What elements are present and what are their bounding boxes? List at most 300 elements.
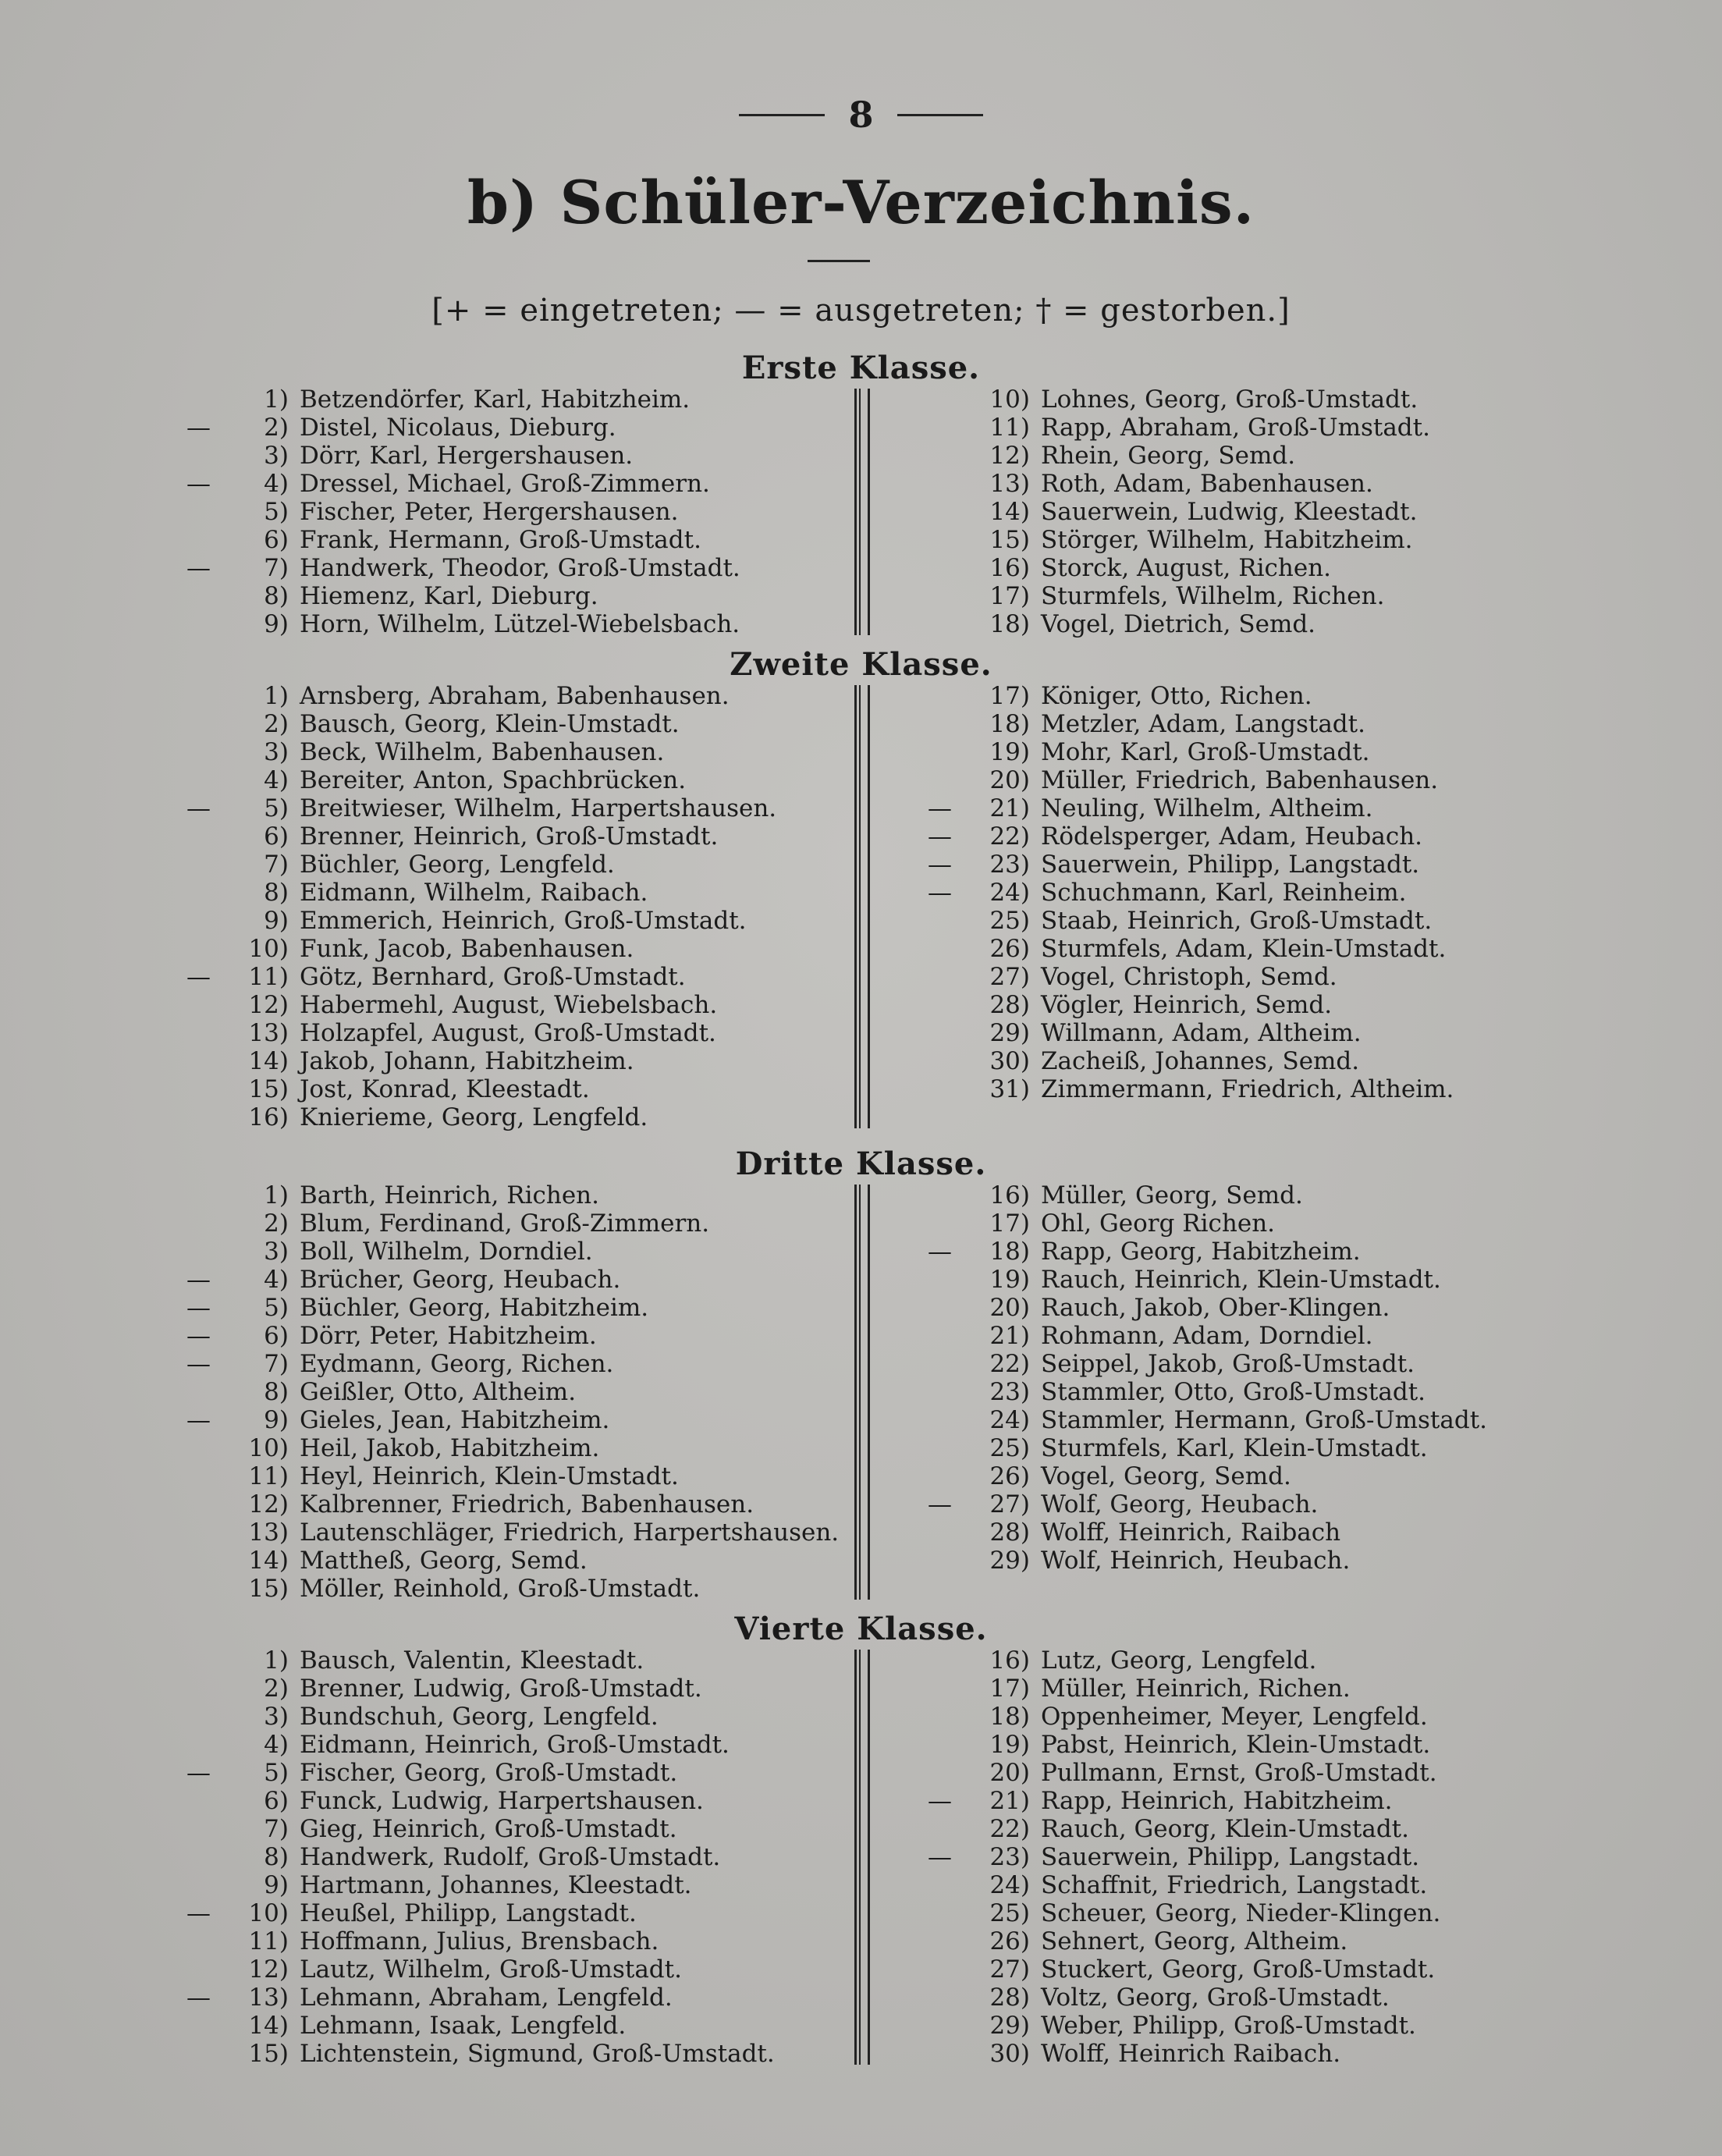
status-mark: — — [928, 822, 952, 851]
status-mark — [913, 1703, 952, 1731]
status-mark — [164, 1675, 211, 1703]
student-name: Dörr, Peter, Habitzheim. — [300, 1322, 597, 1350]
student-row — [913, 879, 1454, 907]
student-number: 1) — [264, 682, 289, 710]
student-row — [913, 991, 1454, 1019]
student-name: Heyl, Heinrich, Klein-Umstadt. — [300, 1462, 679, 1490]
student-number: 18) — [989, 610, 1030, 638]
student-number: 29) — [989, 1547, 1030, 1575]
student-name: Lichtenstein, Sigmund, Groß-Umstadt. — [300, 2040, 775, 2068]
student-number: 26) — [989, 935, 1030, 963]
student-number: 18) — [989, 1703, 1030, 1731]
student-name: Bausch, Georg, Klein-Umstadt. — [300, 710, 680, 738]
student-row — [164, 498, 740, 526]
student-number: 3) — [264, 442, 289, 470]
student-number: 7) — [264, 1350, 289, 1378]
student-name: Gieles, Jean, Habitzheim. — [300, 1406, 610, 1434]
student-column-right — [913, 1646, 1440, 2068]
status-mark — [913, 1322, 952, 1350]
student-row — [164, 738, 776, 766]
student-number: 28) — [989, 1518, 1030, 1547]
student-number: 17) — [989, 1675, 1030, 1703]
student-name: Büchler, Georg, Habitzheim. — [300, 1294, 649, 1322]
student-number: 3) — [264, 1703, 289, 1731]
class-heading: Erste Klasse. — [741, 350, 981, 386]
student-number: 8) — [264, 582, 289, 610]
student-name: Horn, Wilhelm, Lützel-Wiebelsbach. — [300, 610, 740, 638]
student-row — [164, 442, 740, 470]
student-row — [913, 1955, 1440, 1984]
student-number: 29) — [989, 1019, 1030, 1047]
student-column-left — [164, 1181, 839, 1603]
status-mark — [913, 1955, 952, 1984]
status-mark — [913, 442, 952, 470]
student-number: 14) — [248, 1547, 289, 1575]
student-number: 10) — [248, 1434, 289, 1462]
student-row — [164, 1350, 839, 1378]
status-mark: — — [928, 879, 952, 907]
student-name: Kalbrenner, Friedrich, Babenhausen. — [300, 1490, 754, 1518]
status-mark — [164, 1547, 211, 1575]
student-number: 23) — [989, 851, 1030, 879]
student-name: Hartmann, Johannes, Kleestadt. — [300, 1871, 692, 1899]
student-name: Eydmann, Georg, Richen. — [300, 1350, 614, 1378]
student-name: Sehnert, Georg, Altheim. — [1041, 1927, 1348, 1955]
student-row — [164, 610, 740, 638]
student-row — [913, 1462, 1487, 1490]
student-row — [913, 1294, 1487, 1322]
student-number: 19) — [989, 1731, 1030, 1759]
student-name: Eidmann, Heinrich, Groß-Umstadt. — [300, 1731, 730, 1759]
student-name: Rödelsperger, Adam, Heubach. — [1041, 822, 1423, 851]
student-number: 24) — [989, 1406, 1030, 1434]
student-number: 10) — [248, 1899, 289, 1927]
student-name: Rauch, Heinrich, Klein-Umstadt. — [1041, 1266, 1441, 1294]
status-mark — [164, 385, 211, 414]
student-name: Bereiter, Anton, Spachbrücken. — [300, 766, 687, 794]
status-mark — [164, 1490, 211, 1518]
student-number: 7) — [264, 851, 289, 879]
status-mark — [164, 907, 211, 935]
status-mark: — — [186, 794, 211, 822]
student-number: 17) — [989, 582, 1030, 610]
status-mark — [913, 1646, 952, 1675]
student-number: 9) — [264, 610, 289, 638]
student-name: Zimmermann, Friedrich, Altheim. — [1041, 1075, 1454, 1103]
student-row — [913, 1547, 1487, 1575]
student-row — [164, 766, 776, 794]
status-mark — [164, 1955, 211, 1984]
student-column-right — [913, 682, 1454, 1103]
student-row — [913, 710, 1454, 738]
student-name: Sauerwein, Philipp, Langstadt. — [1041, 851, 1420, 879]
status-mark — [913, 963, 952, 991]
class-heading: Zweite Klasse. — [730, 646, 992, 683]
status-mark — [913, 414, 952, 442]
status-mark — [164, 442, 211, 470]
student-name: Schaffnit, Friedrich, Langstadt. — [1041, 1871, 1428, 1899]
student-name: Emmerich, Heinrich, Groß-Umstadt. — [300, 907, 747, 935]
student-number: 21) — [989, 1787, 1030, 1815]
student-number: 15) — [248, 2040, 289, 2068]
student-name: Storck, August, Richen. — [1041, 554, 1332, 582]
student-row — [913, 470, 1430, 498]
student-row — [164, 2012, 775, 2040]
student-name: Rauch, Jakob, Ober-Klingen. — [1041, 1294, 1390, 1322]
student-row — [913, 2012, 1440, 2040]
status-mark — [164, 1238, 211, 1266]
student-row — [164, 1871, 775, 1899]
status-mark: — — [186, 1266, 211, 1294]
student-number: 24) — [989, 879, 1030, 907]
student-row — [164, 414, 740, 442]
status-mark — [913, 1266, 952, 1294]
status-mark: — — [186, 1294, 211, 1322]
status-mark — [164, 1518, 211, 1547]
student-name: Jost, Konrad, Kleestadt. — [300, 1075, 590, 1103]
student-column-left — [164, 1646, 775, 2068]
student-number: 22) — [989, 1350, 1030, 1378]
status-mark — [913, 2012, 952, 2040]
student-row — [164, 1047, 776, 1075]
student-number: 30) — [989, 1047, 1030, 1075]
student-name: Betzendörfer, Karl, Habitzheim. — [300, 385, 691, 414]
student-number: 11) — [248, 1927, 289, 1955]
student-number: 12) — [989, 442, 1030, 470]
student-name: Sturmfels, Wilhelm, Richen. — [1041, 582, 1385, 610]
student-number: 13) — [989, 470, 1030, 498]
class-heading: Dritte Klasse. — [735, 1145, 987, 1182]
student-name: Breitwieser, Wilhelm, Harpertshausen. — [300, 794, 777, 822]
student-row — [164, 385, 740, 414]
status-mark — [164, 1019, 211, 1047]
student-row — [164, 1646, 775, 1675]
student-name: Staab, Heinrich, Groß-Umstadt. — [1041, 907, 1433, 935]
student-row — [913, 414, 1430, 442]
student-name: Dressel, Michael, Groß-Zimmern. — [300, 470, 710, 498]
student-number: 6) — [264, 1322, 289, 1350]
status-mark — [164, 1075, 211, 1103]
student-number: 28) — [989, 991, 1030, 1019]
student-number: 22) — [989, 1815, 1030, 1843]
student-number: 29) — [989, 2012, 1030, 2040]
student-name: Sauerwein, Ludwig, Kleestadt. — [1041, 498, 1418, 526]
student-number: 11) — [989, 414, 1030, 442]
status-mark — [913, 1047, 952, 1075]
title-rule — [808, 260, 870, 262]
student-row — [913, 935, 1454, 963]
student-row — [913, 610, 1430, 638]
student-row — [913, 766, 1454, 794]
student-row — [913, 1927, 1440, 1955]
student-number: 17) — [989, 1209, 1030, 1238]
student-number: 23) — [989, 1378, 1030, 1406]
student-name: Geißler, Otto, Altheim. — [300, 1378, 577, 1406]
student-number: 16) — [989, 1181, 1030, 1209]
student-row — [164, 526, 740, 554]
student-row — [164, 682, 776, 710]
student-name: Jakob, Johann, Habitzheim. — [300, 1047, 634, 1075]
student-number: 5) — [264, 1759, 289, 1787]
status-mark — [164, 1815, 211, 1843]
student-number: 27) — [989, 1955, 1030, 1984]
student-name: Bausch, Valentin, Kleestadt. — [300, 1646, 644, 1675]
student-number: 6) — [264, 1787, 289, 1815]
student-row — [913, 738, 1454, 766]
status-mark — [164, 710, 211, 738]
student-number: 12) — [248, 1955, 289, 1984]
student-row — [164, 851, 776, 879]
student-number: 10) — [989, 385, 1030, 414]
student-row — [913, 1238, 1487, 1266]
student-name: Distel, Nicolaus, Dieburg. — [300, 414, 616, 442]
student-number: 5) — [264, 498, 289, 526]
student-name: Götz, Bernhard, Groß-Umstadt. — [300, 963, 686, 991]
student-number: 9) — [264, 907, 289, 935]
status-mark — [164, 1646, 211, 1675]
student-row — [164, 794, 776, 822]
status-mark — [164, 2040, 211, 2068]
student-number: 28) — [989, 1984, 1030, 2012]
status-mark — [164, 1871, 211, 1899]
student-row — [164, 1019, 776, 1047]
status-mark — [164, 582, 211, 610]
column-divider — [854, 1185, 870, 1600]
class-heading: Vierte Klasse. — [734, 1611, 988, 1647]
student-name: Königer, Otto, Richen. — [1041, 682, 1312, 710]
student-row — [913, 1984, 1440, 2012]
student-number: 15) — [248, 1575, 289, 1603]
student-number: 2) — [264, 1209, 289, 1238]
student-number: 30) — [989, 2040, 1030, 2068]
student-name: Seippel, Jakob, Groß-Umstadt. — [1041, 1350, 1415, 1378]
status-mark — [164, 1047, 211, 1075]
student-number: 13) — [248, 1019, 289, 1047]
student-row — [913, 554, 1430, 582]
student-row — [164, 822, 776, 851]
student-row — [164, 1378, 839, 1406]
student-row — [913, 851, 1454, 879]
student-name: Lehmann, Isaak, Lengfeld. — [300, 2012, 627, 2040]
student-name: Funk, Jacob, Babenhausen. — [300, 935, 634, 963]
student-number: 19) — [989, 1266, 1030, 1294]
student-name: Pabst, Heinrich, Klein-Umstadt. — [1041, 1731, 1431, 1759]
student-number: 15) — [248, 1075, 289, 1103]
student-number: 5) — [264, 1294, 289, 1322]
student-number: 3) — [264, 738, 289, 766]
student-name: Vogel, Christoph, Semd. — [1041, 963, 1337, 991]
student-name: Gieg, Heinrich, Groß-Umstadt. — [300, 1815, 677, 1843]
student-row — [164, 1759, 775, 1787]
student-number: 1) — [264, 1646, 289, 1675]
status-mark — [913, 1759, 952, 1787]
status-mark — [913, 1350, 952, 1378]
student-row — [913, 1266, 1487, 1294]
student-row — [164, 1984, 775, 2012]
student-row — [913, 442, 1430, 470]
student-row — [913, 1787, 1440, 1815]
student-number: 9) — [264, 1871, 289, 1899]
status-mark — [913, 738, 952, 766]
student-number: 4) — [264, 1731, 289, 1759]
status-mark — [164, 682, 211, 710]
student-row — [164, 991, 776, 1019]
student-row — [164, 935, 776, 963]
student-number: 18) — [989, 1238, 1030, 1266]
status-mark — [913, 498, 952, 526]
status-mark: — — [928, 1238, 952, 1266]
student-column-right — [913, 1181, 1487, 1575]
student-name: Fischer, Georg, Groß-Umstadt. — [300, 1759, 678, 1787]
student-number: 21) — [989, 794, 1030, 822]
student-row — [913, 1490, 1487, 1518]
student-name: Heußel, Philipp, Langstadt. — [300, 1899, 637, 1927]
status-mark — [913, 582, 952, 610]
student-number: 31) — [989, 1075, 1030, 1103]
student-row — [164, 554, 740, 582]
student-number: 13) — [248, 1518, 289, 1547]
student-name: Zacheiß, Johannes, Semd. — [1041, 1047, 1360, 1075]
student-row — [913, 1406, 1487, 1434]
status-mark: — — [186, 414, 211, 442]
student-name: Rapp, Heinrich, Habitzheim. — [1041, 1787, 1393, 1815]
student-number: 1) — [264, 385, 289, 414]
status-mark — [164, 1209, 211, 1238]
student-name: Heil, Jakob, Habitzheim. — [300, 1434, 600, 1462]
student-row — [164, 1575, 839, 1603]
student-row — [164, 1955, 775, 1984]
student-name: Wolff, Heinrich Raibach. — [1041, 2040, 1341, 2068]
student-row — [913, 582, 1430, 610]
status-mark — [164, 526, 211, 554]
status-mark — [913, 682, 952, 710]
student-number: 4) — [264, 1266, 289, 1294]
student-name: Hiemenz, Karl, Dieburg. — [300, 582, 598, 610]
status-mark — [913, 1984, 952, 2012]
student-row — [913, 963, 1454, 991]
student-row — [164, 907, 776, 935]
student-name: Oppenheimer, Meyer, Lengfeld. — [1041, 1703, 1428, 1731]
student-number: 8) — [264, 1378, 289, 1406]
student-row — [164, 1927, 775, 1955]
student-name: Habermehl, August, Wiebelsbach. — [300, 991, 718, 1019]
page-number-row — [0, 94, 1722, 136]
student-row — [913, 794, 1454, 822]
student-row — [913, 526, 1430, 554]
student-number: 20) — [989, 766, 1030, 794]
student-row — [913, 1350, 1487, 1378]
student-row — [913, 1019, 1454, 1047]
student-row — [913, 1181, 1487, 1209]
student-name: Lautz, Wilhelm, Groß-Umstadt. — [300, 1955, 682, 1984]
status-mark — [913, 935, 952, 963]
status-mark — [913, 710, 952, 738]
student-row — [913, 1731, 1440, 1759]
student-row — [164, 1238, 839, 1266]
student-name: Holzapfel, August, Groß-Umstadt. — [300, 1019, 716, 1047]
student-name: Brenner, Ludwig, Groß-Umstadt. — [300, 1675, 702, 1703]
student-name: Rapp, Abraham, Groß-Umstadt. — [1041, 414, 1430, 442]
student-name: Pullmann, Ernst, Groß-Umstadt. — [1041, 1759, 1437, 1787]
student-name: Wolf, Georg, Heubach. — [1041, 1490, 1319, 1518]
student-row — [164, 1266, 839, 1294]
student-name: Sauerwein, Philipp, Langstadt. — [1041, 1843, 1420, 1871]
student-number: 25) — [989, 907, 1030, 935]
student-name: Stuckert, Georg, Groß-Umstadt. — [1041, 1955, 1436, 1984]
status-mark — [913, 1462, 952, 1490]
student-row — [913, 1871, 1440, 1899]
student-number: 2) — [264, 414, 289, 442]
status-mark — [164, 1787, 211, 1815]
student-number: 27) — [989, 1490, 1030, 1518]
status-mark: — — [928, 794, 952, 822]
column-divider — [854, 1650, 870, 2065]
status-mark — [913, 1294, 952, 1322]
student-row — [913, 2040, 1440, 2068]
student-row — [913, 1646, 1440, 1675]
student-row — [164, 1490, 839, 1518]
page-title: b) Schüler-Verzeichnis. — [467, 168, 1255, 237]
student-row — [164, 1703, 775, 1731]
status-mark — [164, 1378, 211, 1406]
student-name: Brücher, Georg, Heubach. — [300, 1266, 621, 1294]
status-mark — [164, 1575, 211, 1603]
student-name: Scheuer, Georg, Nieder-Klingen. — [1041, 1899, 1441, 1927]
student-row — [164, 1434, 839, 1462]
student-row — [164, 1547, 839, 1575]
student-number: 11) — [248, 963, 289, 991]
status-mark — [164, 1731, 211, 1759]
status-mark: — — [928, 1490, 952, 1518]
student-name: Vögler, Heinrich, Semd. — [1041, 991, 1333, 1019]
status-mark — [913, 1434, 952, 1462]
student-row — [913, 1047, 1454, 1075]
student-name: Mattheß, Georg, Semd. — [300, 1547, 588, 1575]
student-name: Ohl, Georg Richen. — [1041, 1209, 1276, 1238]
student-name: Metzler, Adam, Langstadt. — [1041, 710, 1365, 738]
status-mark — [164, 935, 211, 963]
student-row — [164, 1406, 839, 1434]
student-row — [164, 1294, 839, 1322]
status-mark — [913, 1871, 952, 1899]
student-number: 14) — [989, 498, 1030, 526]
student-row — [164, 1209, 839, 1238]
student-row — [913, 1843, 1440, 1871]
student-row — [913, 907, 1454, 935]
student-number: 6) — [264, 822, 289, 851]
student-name: Handwerk, Theodor, Groß-Umstadt. — [300, 554, 740, 582]
student-row — [164, 1843, 775, 1871]
status-mark — [913, 907, 952, 935]
student-name: Störger, Wilhelm, Habitzheim. — [1041, 526, 1413, 554]
student-number: 22) — [989, 822, 1030, 851]
status-mark — [164, 610, 211, 638]
status-mark: — — [186, 1899, 211, 1927]
status-mark — [913, 2040, 952, 2068]
status-mark — [913, 1181, 952, 1209]
status-mark — [913, 1547, 952, 1575]
student-name: Möller, Reinhold, Groß-Umstadt. — [300, 1575, 701, 1603]
student-row — [164, 1675, 775, 1703]
student-name: Vogel, Georg, Semd. — [1041, 1462, 1291, 1490]
status-mark: — — [186, 1759, 211, 1787]
student-name: Fischer, Peter, Hergershausen. — [300, 498, 679, 526]
student-number: 12) — [248, 991, 289, 1019]
student-row — [164, 1787, 775, 1815]
status-mark — [164, 1462, 211, 1490]
student-name: Willmann, Adam, Altheim. — [1041, 1019, 1362, 1047]
student-name: Wolff, Heinrich, Raibach — [1041, 1518, 1341, 1547]
